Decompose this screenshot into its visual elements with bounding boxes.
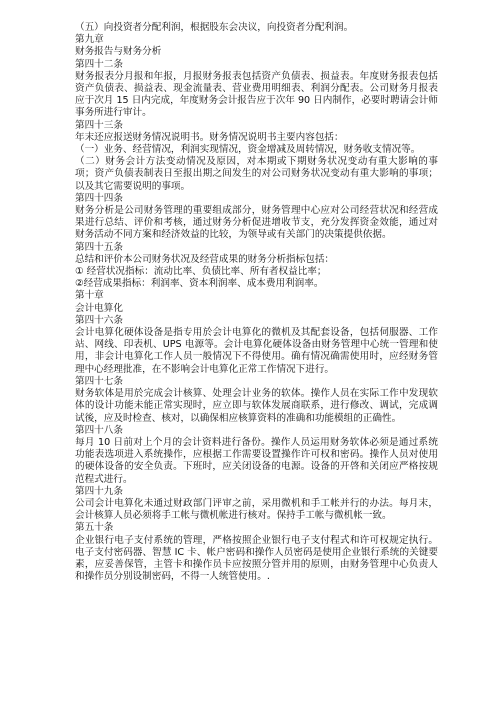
chapter-heading: 第十章 — [75, 290, 104, 302]
article-heading: 第四十六条 — [75, 314, 123, 326]
paragraph: 总结和评价本公司财务状况及经营成果的财务分析指标包括： — [75, 253, 335, 265]
list-item: ① 经营状况指标：流动比率、负债比率、所有者权益比率； — [75, 266, 327, 278]
list-item: （二）财务会计方法变动情况及原因，对本期或下期财务状况变动有重大影响的事项；资产负债表制表日至报出期之间发生的对公司财务状况变动有重大影响的事项；以及其它需要说明的事项。 — [75, 156, 438, 192]
paragraph: 每月 10 日前对上个月的会计资料进行备份。操作人员运用财务软体必须是通过系统功能表选项进入系统操作，应根据工作需要设置操作许可权和密码。操作人员对使用的硬体设备的安全负责。下班时，应关闭设备的电源。设备的开啓和关闭应严格按规范程式进行。 — [75, 436, 438, 485]
paragraph: 财务分析是公司财务管理的重要组成部分，财务管理中心应对公司经营状况和经营成果进行总结、评价和考核，通过财务分析促进增收节支，充分发挥资金效能，通过对财务活动不同方案和经济效益的比较，为领导或有关部门的决策提供依据。 — [75, 205, 438, 241]
chapter-heading: 第九章 — [75, 34, 104, 46]
paragraph: 年末还应报送财务情况说明书。财务情况说明书主要内容包括： — [75, 131, 344, 143]
list-item: （一）业务、经营情况，利润实现情况，资金增减及周转情况，财务收支情况等。 — [75, 144, 421, 156]
chapter-title: 会计电算化 — [75, 302, 123, 314]
list-item: ②经营成果指标：利润率、资本利润率、成本费用利润率。 — [75, 278, 324, 290]
paragraph: 会计电算化硬体设备是指专用於会计电算化的微机及其配套设备，包括伺服器、工作站、网线、印表机、UPS 电源等。会计电算化硬体设备由财务管理中心统一管理和使用，非会计电算化工作人员一般情况下不得使用。确有情况确需使用时，应经财务管理中心经理批准，在不影响会计电算化正常工作情况下进行。 — [75, 327, 438, 375]
paragraph: 财务软体是用於完成会计核算、处理会计业务的软体。操作人员在实际工作中发现软体的设计功能未能正常实现时，应立即与软体发展商联系，进行修改、调试，完成调试後，应及时检查、核对，以确保相应核算资料的准确和功能模组的正确性。 — [75, 388, 438, 424]
chapter-title: 财务报告与财务分析 — [75, 46, 162, 58]
article-heading: 第四十七条 — [75, 375, 123, 387]
article-heading: 第四十五条 — [75, 241, 123, 253]
article-heading: 第五十条 — [75, 522, 114, 534]
article-heading: 第四十九条 — [75, 485, 123, 497]
article-heading: 第四十二条 — [75, 58, 123, 70]
paragraph-profit-distribution: （五）向投资者分配利润，根据股东会决议，向投资者分配利润。 — [75, 22, 354, 33]
article-heading: 第四十八条 — [75, 424, 123, 436]
article-heading: 第四十三条 — [75, 119, 123, 131]
article-heading: 第四十四条 — [75, 192, 123, 204]
paragraph: 公司会计电算化未通过财政部门评审之前，采用微机和手工帐并行的办法。每月末，会计核算人员必须将手工帐与微机帐进行核对。保持手工帐与微机帐一致。 — [75, 497, 438, 522]
paragraph: 企业银行电子支付系统的管理，严格按照企业银行电子支付程式和许可权规定执行。电子支付密码器、智慧 IC 卡、帐户密码和操作人员密码是使用企业银行系统的关键要素，应妥善保管，主管卡和操作员卡应按照分管并用的原则，由财务管理中心负责人和操作员分别设制密码，不得一人统管使用。. — [75, 534, 438, 583]
paragraph: 财务报表分月报和年报，月报财务报表包括资产负债表、损益表。年度财务报表包括资产负债表、损益表、现金流量表、营业费用明细表、利润分配表。公司财务月报表应于次月 15 日内完成，年度财务会计报告应于次年 90 日内制作，必要时聘请会计师事务所进行审计。 — [75, 70, 438, 119]
